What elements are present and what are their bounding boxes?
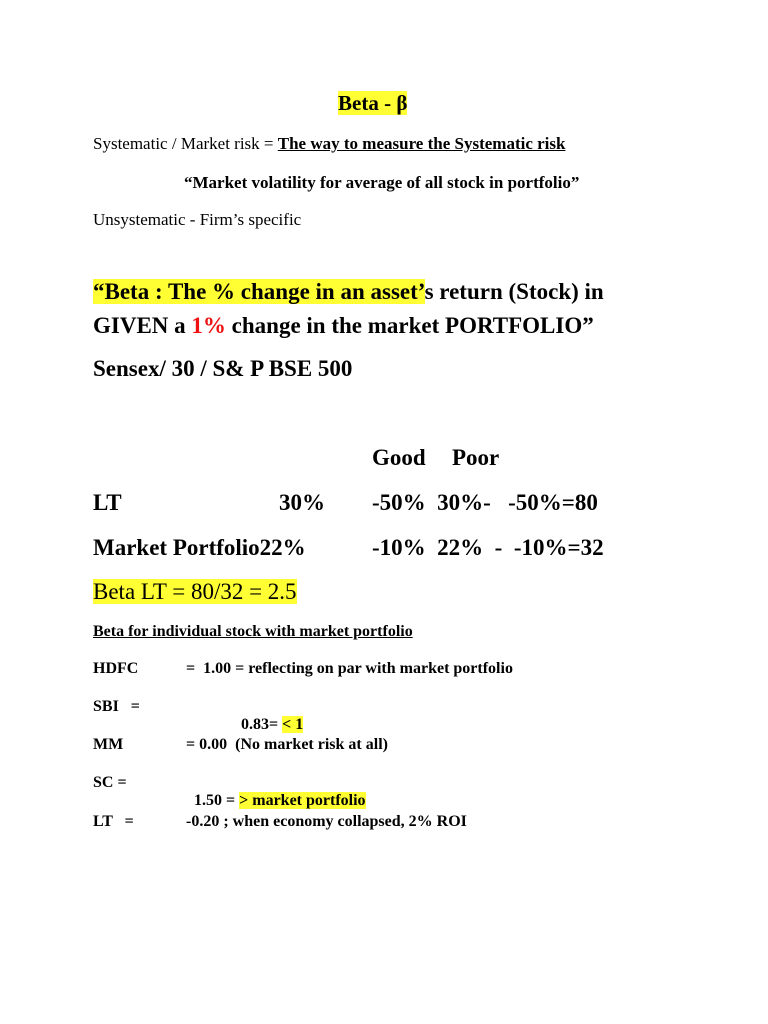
stock-name-sbi: SBI = — [93, 698, 140, 715]
beta-definition-line-2 — [93, 313, 594, 339]
stock-name-hdfc: HDFC — [93, 660, 139, 677]
row-market-calc: -10% 22% - -10%=32 — [372, 535, 604, 560]
stock-name-sc: SC = — [93, 774, 127, 791]
beta-definition-end: change in the market PORTFOLIO” — [225, 313, 594, 338]
stock-value-sbi-number: 0.83= — [241, 716, 283, 734]
page-title — [338, 91, 407, 115]
beta-definition-line-1 — [93, 279, 604, 305]
systematic-definition: The way to measure the Systematic risk — [277, 134, 566, 153]
stock-name-lt: LT = — [93, 813, 134, 830]
index-line: Sensex/ 30 / S& P BSE 500 — [93, 356, 353, 381]
row-lt-value: 30% — [279, 490, 325, 515]
stock-value-lt: -0.20 ; when economy collapsed, 2% ROI — [186, 813, 467, 830]
row-lt-calc: -50% 30%- -50%=80 — [372, 490, 598, 515]
header-good: Good — [372, 445, 426, 470]
beta-definition-given: GIVEN a — [93, 313, 192, 338]
stock-value-sbi — [233, 698, 303, 735]
header-poor: Poor — [452, 445, 500, 470]
stock-value-hdfc: = 1.00 = reflecting on par with market portfolio — [186, 660, 513, 677]
systematic-label: Systematic / Market risk = — [93, 134, 278, 153]
stock-value-sc-number: 1.50 = — [194, 792, 240, 810]
stock-note-sbi: < 1 — [282, 716, 304, 734]
row-lt-name: LT — [93, 490, 122, 515]
beta-definition-rest: s return (Stock) in — [424, 279, 604, 304]
individual-stock-heading: Beta for individual stock with market portfolio — [93, 623, 413, 640]
unsystematic-line: Unsystematic - Firm’s specific — [93, 210, 302, 229]
stock-value-sc — [186, 774, 366, 811]
title-highlight: Beta - β — [338, 91, 408, 115]
beta-definition-percent: 1% — [191, 313, 226, 338]
market-volatility-quote: “Market volatility for average of all stock in portfolio” — [184, 173, 580, 192]
systematic-risk-line — [93, 134, 565, 154]
stock-name-mm: MM — [93, 736, 124, 753]
beta-definition-highlight: “Beta : The % change in an asset’ — [93, 279, 425, 304]
stock-note-sc: > market portfolio — [239, 792, 366, 810]
beta-lt-highlight: Beta LT = 80/32 = 2.5 — [93, 579, 297, 604]
beta-lt-result — [93, 579, 297, 605]
row-market-name: Market Portfolio22% — [93, 535, 306, 560]
stock-value-mm: = 0.00 (No market risk at all) — [186, 736, 388, 753]
